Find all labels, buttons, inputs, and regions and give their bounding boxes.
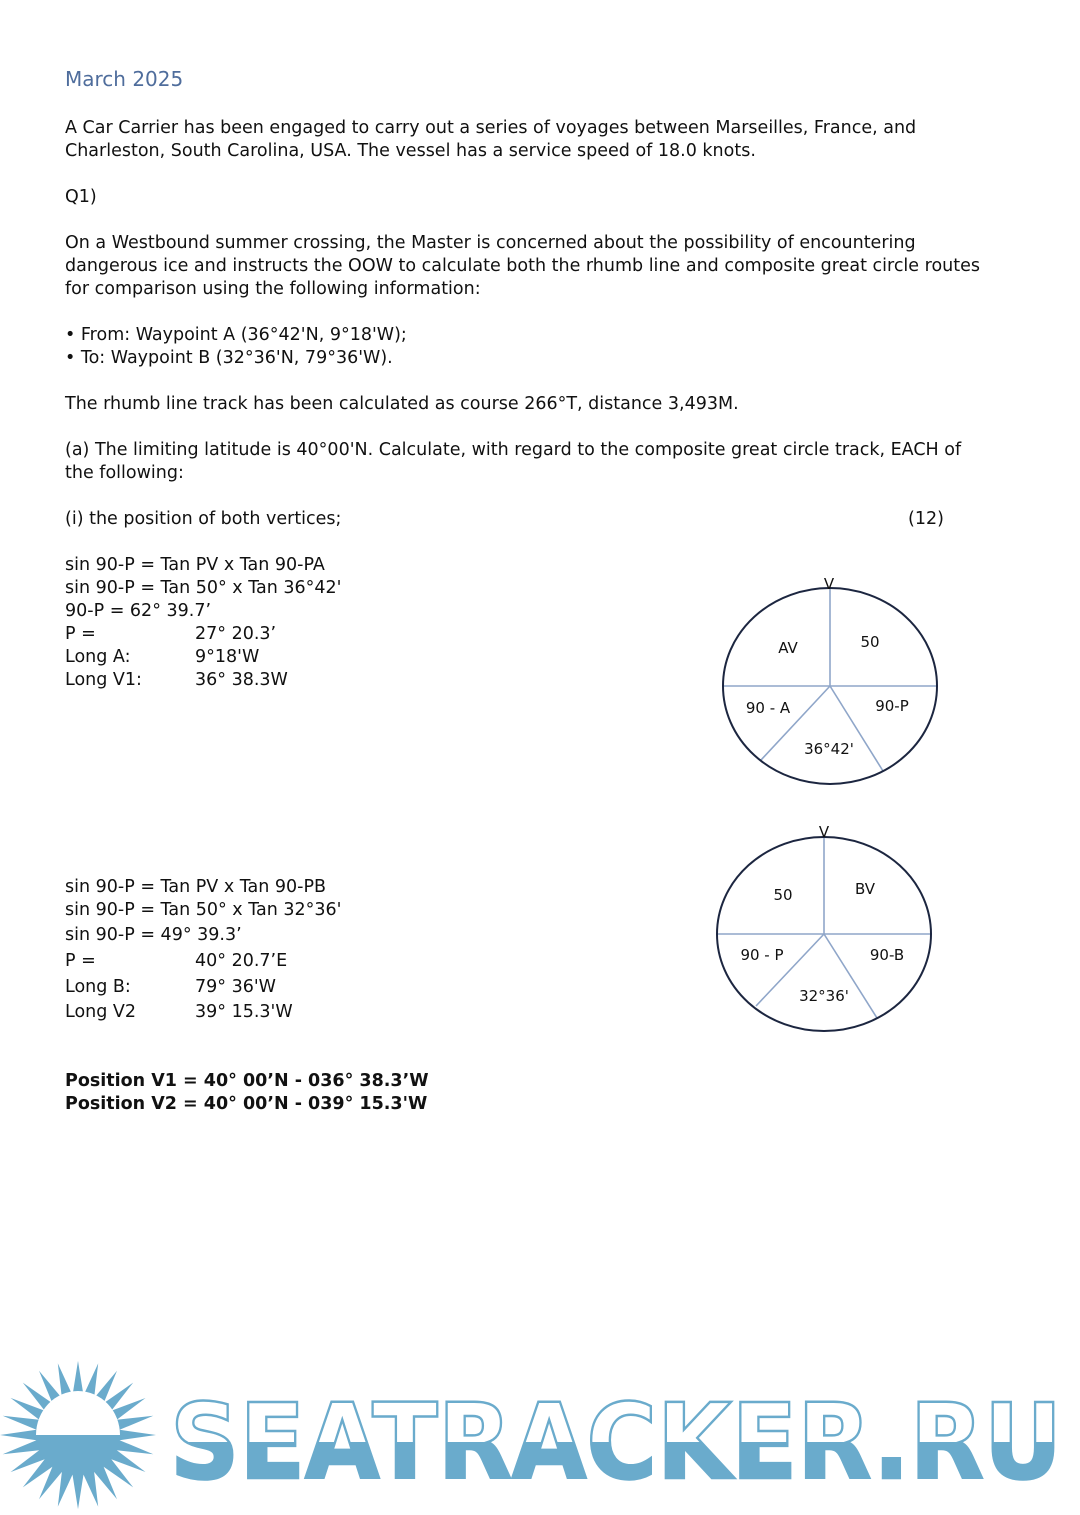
- label-upper-left: 50: [773, 886, 793, 904]
- label-upper-right: 50: [860, 633, 880, 651]
- part-a-line: the following:: [65, 463, 184, 483]
- label-lower-right: 90-P: [875, 697, 909, 715]
- calc1-line: sin 90-P = Tan PV x Tan 90-PA: [65, 555, 325, 575]
- scenario-line: dangerous ice and instructs the OOW to calculate both the rhumb line and composite great circle routes: [65, 256, 980, 276]
- label-lower-right: 90-B: [869, 946, 905, 964]
- row-value: 40° 20.7’E: [195, 951, 288, 971]
- label-bottom: 32°36': [799, 987, 849, 1005]
- label-lower-left: 90 - P: [740, 946, 784, 964]
- label-top: V: [823, 575, 835, 593]
- bullet-from: • From: Waypoint A (36°42'N, 9°18'W);: [65, 325, 407, 345]
- answer-v1: Position V1 = 40° 00’N - 036° 38.3’W: [65, 1071, 429, 1091]
- row-value: 36° 38.3W: [195, 670, 288, 690]
- row-label: Long B:: [65, 977, 131, 997]
- answer-v2: Position V2 = 40° 00’N - 039° 15.3'W: [65, 1094, 428, 1114]
- row-label: Long A:: [65, 647, 131, 667]
- label-upper-left: AV: [778, 639, 798, 657]
- label-lower-left: 90 - A: [745, 699, 791, 717]
- part-i-marks: (12): [908, 509, 944, 529]
- watermark-text: SEATRACKER.RU: [170, 1381, 1062, 1503]
- part-i-text: (i) the position of both vertices;: [65, 509, 342, 529]
- calc2-line: sin 90-P = 49° 39.3’: [65, 925, 242, 945]
- label-top: V: [818, 823, 830, 841]
- napier-diagram-2: [717, 823, 931, 1031]
- scenario-line: On a Westbound summer crossing, the Master is concerned about the possibility of encountering: [65, 233, 916, 253]
- document-date: March 2025: [65, 67, 184, 91]
- row-value: 27° 20.3’: [195, 624, 277, 644]
- bullet-to: • To: Waypoint B (32°36'N, 79°36'W).: [65, 348, 393, 368]
- row-value: 9°18'W: [195, 647, 260, 667]
- row-label: P =: [65, 951, 96, 971]
- row-label: P =: [65, 624, 96, 644]
- intro-line: Charleston, South Carolina, USA. The vessel has a service speed of 18.0 knots.: [65, 141, 756, 161]
- row-value: 79° 36'W: [195, 977, 276, 997]
- intro-line: A Car Carrier has been engaged to carry out a series of voyages between Marseilles, France, and: [65, 118, 917, 138]
- row-label: Long V2: [65, 1002, 137, 1022]
- calc2-line: sin 90-P = Tan PV x Tan 90-PB: [65, 877, 327, 897]
- sun-icon: [0, 1361, 156, 1509]
- rhumb-line-text: The rhumb line track has been calculated as course 266°T, distance 3,493M.: [65, 394, 739, 414]
- part-a-line: (a) The limiting latitude is 40°00'N. Calculate, with regard to the composite great circle track, EACH of: [65, 440, 962, 460]
- watermark-logo: [0, 1350, 1080, 1515]
- calc2-line: sin 90-P = Tan 50° x Tan 32°36': [65, 900, 342, 920]
- label-bottom: 36°42': [804, 740, 854, 758]
- scenario-line: for comparison using the following information:: [65, 279, 481, 299]
- label-upper-right: BV: [854, 880, 876, 898]
- row-label: Long V1:: [65, 670, 142, 690]
- question-label: Q1): [65, 187, 97, 207]
- row-value: 39° 15.3'W: [195, 1002, 293, 1022]
- calc1-line: 90-P = 62° 39.7’: [65, 601, 212, 621]
- napier-diagram-1: [723, 575, 937, 784]
- calc1-line: sin 90-P = Tan 50° x Tan 36°42': [65, 578, 342, 598]
